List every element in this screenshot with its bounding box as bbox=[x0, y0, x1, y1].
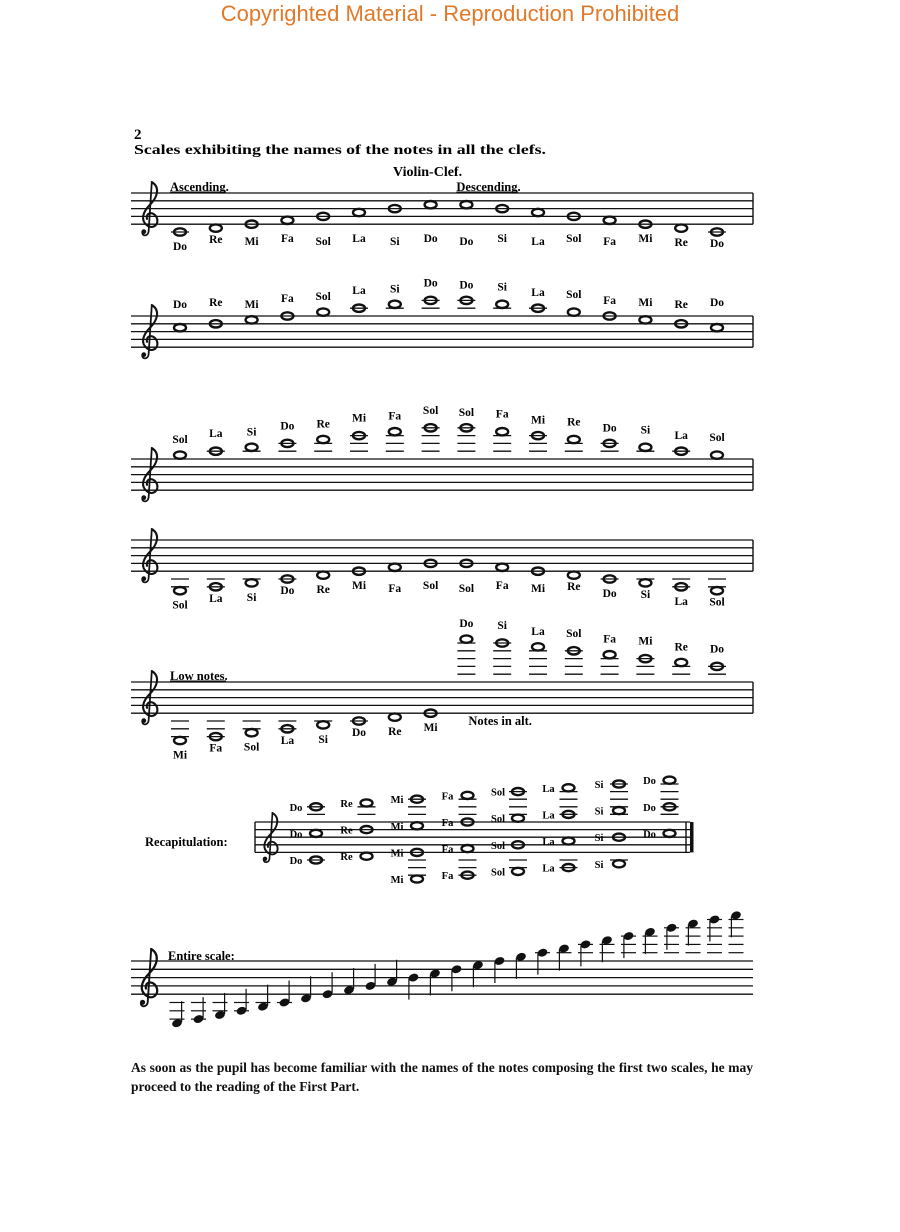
whole-note bbox=[610, 807, 628, 814]
note-name: Fa bbox=[388, 583, 402, 596]
note-name: Re bbox=[209, 234, 223, 247]
staff bbox=[131, 316, 753, 347]
recapitulation-section bbox=[145, 776, 694, 886]
note-name: Si bbox=[497, 233, 507, 246]
whole-note bbox=[493, 301, 511, 309]
staff bbox=[131, 459, 753, 490]
whole-note bbox=[389, 564, 401, 571]
note-name: Fa bbox=[495, 580, 509, 593]
whole-note bbox=[171, 579, 189, 594]
whole-note bbox=[601, 575, 619, 582]
note-name: Do bbox=[602, 588, 617, 600]
whole-note bbox=[509, 860, 527, 875]
note-name: Si bbox=[497, 281, 507, 294]
note-name: Si bbox=[640, 588, 651, 601]
whole-note bbox=[496, 564, 508, 571]
note-name: Do bbox=[280, 420, 295, 433]
quarter-note bbox=[729, 910, 744, 953]
note-name: Si bbox=[640, 424, 651, 437]
note-name: Mi bbox=[390, 821, 404, 833]
whole-note bbox=[281, 217, 293, 224]
note-name: Mi bbox=[244, 236, 259, 249]
note-name: Do bbox=[602, 422, 617, 435]
recap-column bbox=[391, 795, 426, 886]
whole-note bbox=[350, 304, 368, 311]
whole-note bbox=[243, 579, 261, 587]
whole-note bbox=[568, 571, 580, 578]
quarter-note bbox=[429, 968, 441, 995]
whole-note bbox=[353, 209, 365, 216]
whole-note bbox=[278, 440, 296, 452]
note-name: Re bbox=[674, 641, 688, 654]
scale-system-3 bbox=[131, 405, 753, 502]
quarter-note bbox=[515, 952, 527, 979]
note-name: Sol bbox=[422, 404, 439, 417]
quarter-note bbox=[300, 976, 312, 1003]
note-name: Sol bbox=[709, 432, 725, 445]
whole-note bbox=[457, 424, 475, 451]
staff bbox=[131, 540, 753, 571]
note-name: Sol bbox=[490, 814, 506, 826]
quarter-note bbox=[472, 960, 484, 987]
whole-note bbox=[207, 447, 225, 454]
whole-note bbox=[459, 792, 477, 815]
whole-note bbox=[672, 579, 690, 591]
whole-note bbox=[529, 304, 547, 311]
note-name: Sol bbox=[566, 233, 582, 246]
note-name: La bbox=[209, 428, 223, 441]
note-name: Sol bbox=[458, 406, 475, 419]
section-label: Descending. bbox=[456, 180, 521, 194]
note-name: Re bbox=[340, 825, 353, 837]
note-name: La bbox=[531, 236, 545, 249]
note-name: Sol bbox=[490, 787, 506, 799]
note-name: Sol bbox=[566, 627, 582, 640]
recap-column bbox=[290, 803, 325, 867]
whole-note bbox=[560, 811, 578, 818]
note-name: Do bbox=[172, 299, 188, 311]
quarter-note bbox=[686, 918, 701, 952]
recap-column bbox=[643, 776, 678, 840]
quarter-note bbox=[213, 993, 228, 1020]
whole-note bbox=[563, 837, 575, 844]
whole-note bbox=[314, 436, 332, 451]
note-name: Fa bbox=[495, 408, 509, 421]
note-name: Sol bbox=[172, 599, 188, 612]
note-name: Si bbox=[318, 733, 328, 746]
note-name: Sol bbox=[709, 596, 725, 609]
note-name: Do bbox=[280, 585, 295, 597]
whole-note bbox=[358, 799, 376, 814]
scale-systems bbox=[131, 180, 753, 762]
section-label: Entire scale: bbox=[168, 949, 235, 963]
quarter-note bbox=[600, 935, 615, 962]
note-name: Mi bbox=[390, 875, 404, 886]
note-name: Re bbox=[316, 584, 330, 597]
note-name: Do bbox=[289, 856, 303, 867]
whole-note bbox=[509, 788, 527, 814]
note-name: Si bbox=[246, 591, 257, 604]
note-name: Fa bbox=[603, 295, 616, 307]
whole-note bbox=[174, 451, 186, 458]
page-number: 2 bbox=[134, 127, 142, 143]
entire-scale-section bbox=[131, 910, 753, 1028]
note-name: Do bbox=[423, 277, 438, 290]
note-name: Si bbox=[594, 859, 604, 871]
whole-note bbox=[636, 444, 654, 452]
whole-note bbox=[708, 663, 726, 675]
note-name: Fa bbox=[441, 791, 454, 803]
note-name: Fa bbox=[441, 871, 454, 883]
whole-note bbox=[459, 860, 477, 879]
whole-note bbox=[171, 228, 189, 235]
whole-note bbox=[310, 830, 322, 837]
whole-note bbox=[493, 428, 511, 451]
whole-note bbox=[493, 639, 511, 674]
whole-note bbox=[661, 803, 679, 814]
note-name: Re bbox=[340, 799, 353, 810]
recap-label: Recapitulation: bbox=[145, 835, 228, 849]
whole-note bbox=[307, 856, 325, 863]
whole-note bbox=[207, 579, 225, 591]
whole-note bbox=[350, 717, 368, 724]
note-name: Mi bbox=[638, 233, 653, 246]
note-name: Si bbox=[594, 780, 604, 791]
whole-note bbox=[386, 428, 404, 451]
whole-note bbox=[529, 432, 547, 451]
note-name: Sol bbox=[315, 291, 331, 304]
whole-note bbox=[174, 324, 186, 331]
quarter-note bbox=[191, 997, 206, 1024]
note-name: Fa bbox=[388, 410, 402, 423]
note-name: La bbox=[352, 233, 366, 246]
whole-note bbox=[278, 721, 296, 733]
note-name: La bbox=[280, 734, 295, 747]
note-name: Re bbox=[388, 726, 402, 739]
whole-note bbox=[314, 721, 332, 729]
whole-note bbox=[361, 853, 373, 860]
note-name: Do bbox=[709, 643, 725, 656]
note-name: Mi bbox=[390, 795, 404, 807]
note-name: Sol bbox=[458, 583, 475, 596]
note-name: Mi bbox=[390, 848, 404, 860]
note-name: Si bbox=[390, 236, 400, 249]
whole-note bbox=[317, 308, 329, 315]
whole-note bbox=[711, 451, 723, 458]
note-name: Fa bbox=[441, 844, 454, 856]
note-name: Do bbox=[643, 802, 656, 814]
note-name: La bbox=[542, 863, 555, 875]
quarter-note bbox=[256, 985, 271, 1012]
note-name: La bbox=[674, 595, 688, 608]
note-name: Si bbox=[594, 806, 604, 818]
note-name: Mi bbox=[530, 414, 546, 427]
note-name: Do bbox=[709, 238, 725, 250]
note-name: Si bbox=[594, 833, 604, 845]
quarter-note bbox=[234, 989, 249, 1016]
scale-system-1 bbox=[131, 180, 753, 253]
whole-note bbox=[210, 224, 222, 231]
note-name: Re bbox=[567, 581, 581, 594]
note-name: Sol bbox=[422, 580, 439, 593]
whole-note bbox=[636, 655, 654, 674]
whole-note bbox=[389, 713, 401, 720]
copyright-watermark: Copyrighted Material - Reproduction Prohibited bbox=[220, 1, 680, 26]
quarter-note bbox=[707, 914, 722, 952]
note-name: Mi bbox=[244, 298, 259, 311]
recap-column bbox=[595, 780, 628, 871]
whole-note bbox=[568, 308, 580, 315]
recap-column bbox=[340, 799, 375, 863]
whole-note bbox=[532, 209, 544, 216]
whole-note bbox=[408, 860, 426, 883]
whole-note bbox=[675, 224, 687, 231]
whole-note bbox=[610, 860, 628, 867]
recap-column bbox=[491, 788, 527, 879]
page-heading: Scales exhibiting the names of the notes in all the clefs. bbox=[134, 142, 546, 157]
whole-note bbox=[529, 643, 547, 674]
note-name: Fa bbox=[281, 233, 294, 246]
note-name: Do bbox=[289, 802, 303, 814]
note-name: Si bbox=[390, 283, 400, 296]
note-name: Fa bbox=[603, 633, 616, 646]
scale-system-2 bbox=[131, 277, 753, 358]
whole-note bbox=[207, 721, 225, 740]
whole-note bbox=[672, 447, 690, 454]
note-name: Sol bbox=[490, 840, 506, 852]
whole-note bbox=[425, 201, 437, 208]
note-name: Do bbox=[643, 776, 656, 788]
whole-note bbox=[708, 228, 726, 235]
note-name: La bbox=[352, 285, 366, 298]
note-name: Do bbox=[172, 241, 188, 253]
section-label: Notes in alt. bbox=[468, 714, 532, 729]
note-name: Do bbox=[351, 727, 367, 739]
note-name: Mi bbox=[638, 635, 653, 648]
note-name: Re bbox=[209, 297, 223, 309]
note-name: Mi bbox=[351, 580, 367, 593]
quarter-note bbox=[643, 927, 658, 954]
quarter-note bbox=[343, 968, 355, 995]
whole-note bbox=[565, 436, 583, 451]
whole-note bbox=[278, 575, 296, 582]
note-name: Sol bbox=[566, 289, 582, 302]
note-name: Fa bbox=[603, 236, 616, 249]
whole-note bbox=[560, 860, 578, 871]
whole-note bbox=[601, 440, 619, 452]
note-name: La bbox=[531, 625, 545, 638]
whole-note bbox=[604, 217, 616, 224]
note-name: Fa bbox=[209, 742, 223, 755]
quarter-note bbox=[664, 923, 679, 953]
whole-note bbox=[636, 579, 654, 587]
whole-note bbox=[457, 297, 475, 309]
note-name: Do bbox=[459, 279, 474, 292]
staff bbox=[131, 682, 753, 713]
quarter-note bbox=[170, 1001, 185, 1028]
whole-note bbox=[422, 297, 440, 309]
note-name: Do bbox=[423, 233, 438, 246]
whole-note bbox=[411, 822, 423, 829]
whole-note bbox=[408, 796, 426, 815]
quarter-note bbox=[621, 931, 636, 958]
whole-note bbox=[386, 301, 404, 309]
whole-note bbox=[171, 721, 189, 744]
note-name: Mi bbox=[423, 722, 438, 735]
section-label: Low notes. bbox=[170, 669, 228, 683]
note-name: Fa bbox=[281, 293, 294, 305]
whole-note bbox=[243, 444, 261, 452]
note-name: Do bbox=[459, 236, 474, 249]
note-name: La bbox=[531, 287, 545, 300]
staff bbox=[131, 193, 753, 224]
whole-note bbox=[512, 815, 524, 822]
note-name: La bbox=[209, 592, 223, 605]
note-name: Re bbox=[316, 418, 330, 431]
note-name: Mi bbox=[638, 296, 653, 309]
note-name: Sol bbox=[315, 236, 331, 249]
note-name: La bbox=[542, 810, 555, 822]
whole-note bbox=[672, 659, 690, 674]
note-name: Re bbox=[674, 237, 688, 250]
note-name: Do bbox=[709, 297, 725, 309]
entire-scale-staff bbox=[131, 961, 753, 994]
section-label: Ascending. bbox=[170, 180, 229, 194]
note-name: Sol bbox=[243, 741, 260, 754]
scale-system-5 bbox=[131, 618, 753, 761]
whole-note bbox=[708, 579, 726, 594]
whole-note bbox=[664, 830, 676, 837]
note-name: La bbox=[542, 783, 555, 795]
clef-title: Violin-Clef. bbox=[393, 165, 463, 180]
note-name: Mi bbox=[351, 412, 367, 425]
note-name: Mi bbox=[172, 749, 188, 762]
whole-note bbox=[422, 424, 440, 451]
quarter-note bbox=[386, 960, 398, 987]
quarter-note bbox=[578, 939, 593, 966]
note-name: Do bbox=[459, 618, 474, 631]
whole-note bbox=[457, 635, 475, 674]
whole-note bbox=[350, 432, 368, 451]
note-name: Sol bbox=[490, 867, 506, 879]
whole-note bbox=[317, 571, 329, 578]
note-name: Sol bbox=[172, 434, 188, 447]
note-name: La bbox=[542, 837, 555, 848]
whole-note bbox=[462, 845, 474, 852]
whole-note bbox=[711, 324, 723, 331]
note-name: Do bbox=[643, 829, 656, 841]
note-name: Si bbox=[497, 620, 507, 632]
note-name: Re bbox=[567, 416, 581, 429]
note-name: Re bbox=[340, 852, 353, 864]
whole-note bbox=[639, 316, 651, 323]
whole-note bbox=[460, 201, 472, 208]
note-name: Mi bbox=[530, 583, 546, 596]
note-name: La bbox=[674, 430, 688, 443]
intro-paragraph: As soon as the pupil has become familiar with the names of the notes composing the first two scales, he may proceed to the reading of the First Part. bbox=[131, 1060, 753, 1094]
whole-note bbox=[243, 721, 261, 736]
scale-system-4 bbox=[131, 529, 753, 612]
note-name: Si bbox=[246, 426, 257, 439]
quarter-note bbox=[557, 943, 572, 970]
whole-note bbox=[565, 647, 583, 674]
note-name: Do bbox=[289, 829, 303, 841]
whole-note bbox=[246, 316, 258, 323]
note-name: Fa bbox=[441, 818, 454, 829]
whole-note bbox=[601, 651, 619, 674]
note-name: Re bbox=[674, 299, 688, 311]
whole-note bbox=[307, 803, 325, 814]
